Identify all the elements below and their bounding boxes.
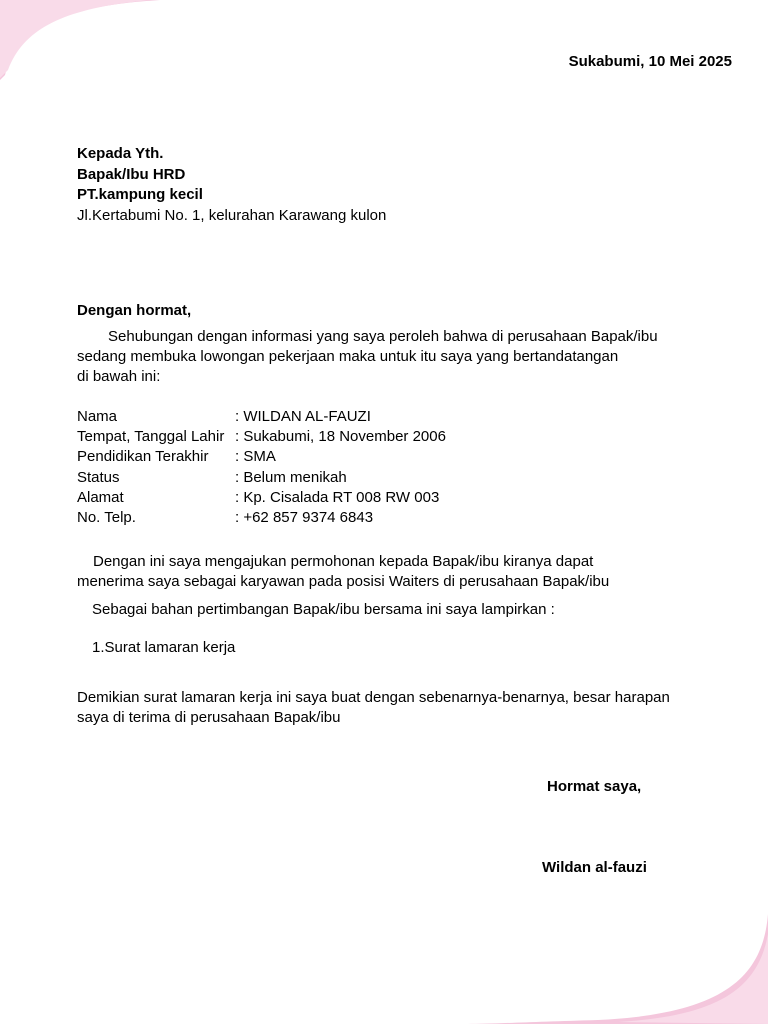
identity-label: No. Telp.: [77, 508, 136, 526]
closing-line2: saya di terima di perusahaan Bapak/ibu: [77, 709, 341, 726]
identity-label: Pendidikan Terakhir: [77, 448, 209, 466]
identity-label: Tempat, Tanggal Lahir: [77, 428, 225, 446]
identity-table: [77, 407, 446, 528]
identity-row: [77, 447, 446, 467]
intro-line3: di bawah ini:: [77, 368, 161, 385]
recipient-line2: Bapak/Ibu HRD: [77, 165, 186, 183]
attachment-intro: Sebagai bahan pertimbangan Bapak/ibu bersama ini saya lampirkan :: [92, 601, 555, 618]
corner-decoration-bottom-right: [468, 914, 768, 1024]
identity-row: [77, 488, 446, 508]
recipient-address: Jl.Kertabumi No. 1, kelurahan Karawang kulon: [77, 206, 387, 224]
identity-row: [77, 468, 446, 488]
recipient-block: [77, 144, 386, 226]
attachment-item: 1.Surat lamaran kerja: [92, 639, 236, 656]
identity-label: Nama: [77, 408, 118, 425]
identity-label: Status: [77, 468, 120, 486]
identity-value: : +62 857 9374 6843: [235, 508, 374, 526]
corner-decoration-top-left: [0, 0, 170, 80]
place-date: Sukabumi, 10 Mei 2025: [568, 53, 732, 70]
closing-line1: Demikian surat lamaran kerja ini saya buat dengan sebenarnya-benarnya, besar harapan: [77, 689, 670, 706]
signature-name: Wildan al-fauzi: [542, 859, 647, 876]
request-line2: menerima saya sebagai karyawan pada posisi Waiters di perusahaan Bapak/ibu: [77, 573, 610, 590]
identity-value: : SMA: [235, 448, 276, 466]
identity-row: [77, 508, 446, 528]
intro-line2: sedang membuka lowongan pekerjaan maka untuk itu saya yang bertandatangan: [77, 348, 619, 365]
signature-closing: Hormat saya,: [547, 778, 642, 795]
identity-value: : Kp. Cisalada RT 008 RW 003: [235, 488, 440, 506]
greeting: Dengan hormat,: [77, 302, 192, 319]
intro-paragraph: [77, 327, 658, 387]
recipient-company: PT.kampung kecil: [77, 186, 203, 203]
identity-row: [77, 427, 446, 447]
request-line1: Dengan ini saya mengajukan permohonan kepada Bapak/ibu kiranya dapat: [93, 553, 594, 570]
identity-value: : WILDAN AL-FAUZI: [235, 408, 371, 425]
identity-value: : Sukabumi, 18 November 2006: [235, 428, 446, 446]
identity-row: [77, 407, 446, 427]
intro-line1: Sehubungan dengan informasi yang saya peroleh bahwa di perusahaan Bapak/ibu: [108, 328, 658, 345]
recipient-line1: Kepada Yth.: [77, 145, 164, 162]
closing-paragraph: [77, 688, 670, 728]
identity-label: Alamat: [77, 488, 124, 506]
request-paragraph: [77, 552, 609, 592]
identity-value: : Belum menikah: [235, 468, 347, 486]
